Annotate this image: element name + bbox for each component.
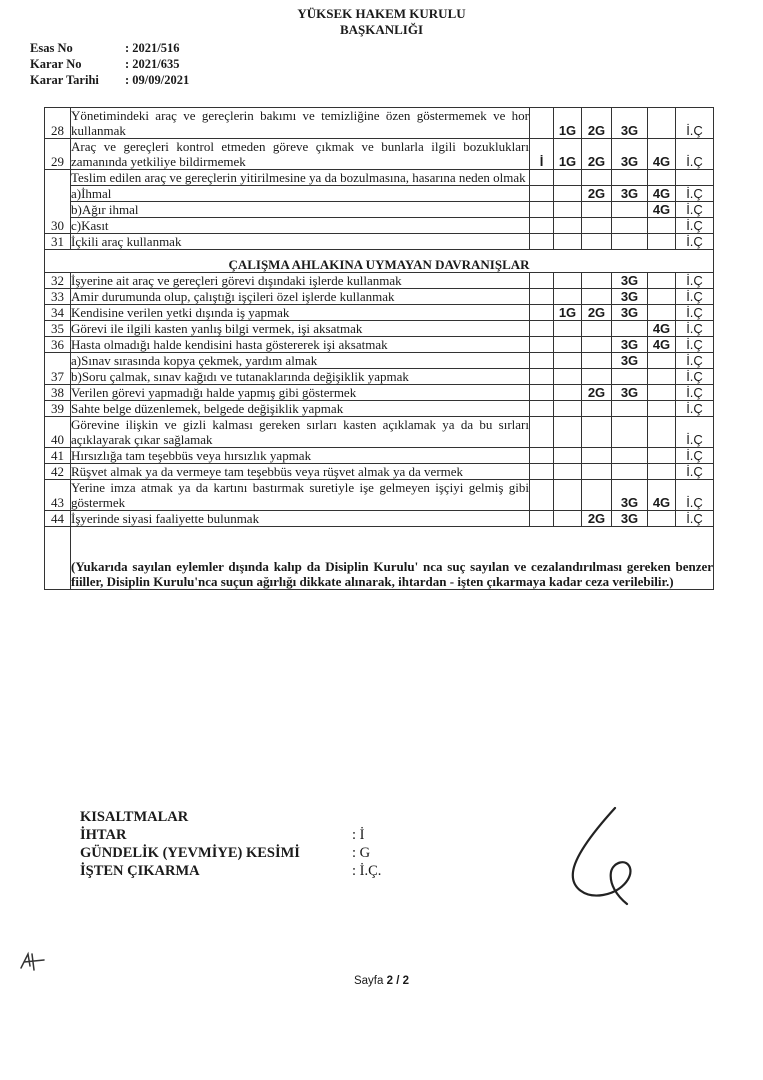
- table-row: [45, 170, 714, 186]
- dismissal-cell: İ.Ç: [676, 186, 714, 202]
- item-number: 44: [45, 511, 71, 527]
- penalty-cell: 3G: [612, 273, 648, 289]
- item-description: b)Soru çalmak, sınav kağıdı ve tutanaklarında değişiklik yapmak: [71, 369, 530, 385]
- dismissal-cell: İ.Ç: [676, 385, 714, 401]
- table-row: [45, 321, 714, 337]
- penalty-cell: [582, 448, 612, 464]
- penalty-cell: 4G: [648, 186, 676, 202]
- penalty-cell: [648, 170, 676, 186]
- penalty-cell: [530, 511, 554, 527]
- penalty-cell: [530, 321, 554, 337]
- penalty-cell: [530, 337, 554, 353]
- penalty-cell: [554, 369, 582, 385]
- item-description: Sahte belge düzenlemek, belgede değişiklik yapmak: [71, 401, 530, 417]
- penalty-cell: [530, 385, 554, 401]
- dismissal-cell: İ.Ç: [676, 448, 714, 464]
- dismissal-cell: İ.Ç: [676, 108, 714, 139]
- closing-note: (Yukarıda sayılan eylemler dışında kalıp da Disiplin Kurulu' nca suç sayılan ve cezalandırılması gereken benzer fiiller, Disiplin Kurulu'nca suçun ağırlığı dikkate alınarak, ihtardan - işten çıkarmaya kadar ceza verilebilir.): [71, 527, 714, 590]
- page-number: 2 / 2: [386, 975, 409, 987]
- penalty-cell: 2G: [582, 139, 612, 170]
- table-row: [45, 289, 714, 305]
- penalty-cell: [582, 289, 612, 305]
- penalty-cell: [582, 321, 612, 337]
- item-number: 41: [45, 448, 71, 464]
- dismissal-cell: İ.Ç: [676, 321, 714, 337]
- penalty-cell: [554, 321, 582, 337]
- case-meta: [30, 40, 189, 88]
- penalty-cell: 1G: [554, 305, 582, 321]
- table-row: [45, 417, 714, 448]
- penalty-cell: [554, 448, 582, 464]
- penalty-cell: 2G: [582, 186, 612, 202]
- penalty-cell: 4G: [648, 480, 676, 511]
- table-row: [45, 186, 714, 202]
- penalty-cell: 2G: [582, 511, 612, 527]
- dismissal-cell: İ.Ç: [676, 305, 714, 321]
- dismissal-cell: İ.Ç: [676, 353, 714, 369]
- penalty-cell: [648, 218, 676, 234]
- penalty-cell: [648, 273, 676, 289]
- page-label: Sayfa: [353, 975, 384, 987]
- penalty-cell: [530, 448, 554, 464]
- karar-value: : 2021/635: [125, 57, 180, 71]
- table-row: [45, 464, 714, 480]
- penalty-cell: [612, 170, 648, 186]
- penalty-cell: [582, 170, 612, 186]
- penalty-cell: [530, 234, 554, 250]
- penalty-cell: 3G: [612, 108, 648, 139]
- tarih-label: Karar Tarihi: [30, 73, 99, 87]
- penalty-cell: [582, 202, 612, 218]
- item-number: 33: [45, 289, 71, 305]
- penalty-cell: [648, 401, 676, 417]
- penalty-cell: 3G: [612, 337, 648, 353]
- item-description: b)Ağır ihmal: [71, 202, 530, 218]
- penalty-cell: [648, 108, 676, 139]
- penalty-cell: [530, 289, 554, 305]
- penalty-cell: [530, 464, 554, 480]
- dismissal-cell: İ.Ç: [676, 337, 714, 353]
- penalty-cell: [554, 234, 582, 250]
- note-spacer: [45, 527, 71, 590]
- item-description: Hasta olmadığı halde kendisini hasta göstererek işi aksatmak: [71, 337, 530, 353]
- penalty-cell: İ: [530, 139, 554, 170]
- dismissal-cell: İ.Ç: [676, 417, 714, 448]
- penalty-cell: [530, 273, 554, 289]
- penalty-cell: 4G: [648, 321, 676, 337]
- abbreviations-title: KISALTMALAR: [80, 809, 189, 825]
- penalty-cell: [582, 337, 612, 353]
- tarih-value: : 09/09/2021: [125, 73, 190, 87]
- table-row: [45, 480, 714, 511]
- item-description: a)Sınav sırasında kopya çekmek, yardım almak: [71, 353, 530, 369]
- penalty-cell: 3G: [612, 289, 648, 305]
- penalty-cell: [648, 234, 676, 250]
- penalty-cell: [648, 385, 676, 401]
- penalty-cell: 3G: [612, 353, 648, 369]
- penalty-cell: [530, 353, 554, 369]
- item-description: Rüşvet almak ya da vermeye tam teşebbüs veya rüşvet almak ya da vermek: [71, 464, 530, 480]
- penalty-cell: [554, 273, 582, 289]
- table-row: [45, 108, 714, 139]
- item-number: 38: [45, 385, 71, 401]
- dismissal-cell: İ.Ç: [676, 234, 714, 250]
- abbr-value: : G: [352, 845, 371, 861]
- penalty-cell: 4G: [648, 337, 676, 353]
- initials-mark: [18, 950, 48, 974]
- penalty-cell: 4G: [648, 139, 676, 170]
- item-description: İşyerine ait araç ve gereçleri görevi dışındaki işlerde kullanmak: [71, 273, 530, 289]
- penalty-cell: 2G: [582, 108, 612, 139]
- item-description: c)Kasıt: [71, 218, 530, 234]
- dismissal-cell: İ.Ç: [676, 273, 714, 289]
- table-row: [45, 369, 714, 385]
- table-row: [45, 234, 714, 250]
- penalty-cell: [582, 464, 612, 480]
- header-line-1: YÜKSEK HAKEM KURULU: [297, 6, 466, 21]
- penalty-cell: [554, 353, 582, 369]
- page-footer: [0, 975, 763, 987]
- penalty-cell: [648, 417, 676, 448]
- penalty-cell: [582, 353, 612, 369]
- table-row: [45, 139, 714, 170]
- penalty-cell: [612, 218, 648, 234]
- penalty-cell: [554, 337, 582, 353]
- penalty-cell: 3G: [612, 511, 648, 527]
- penalty-cell: [530, 401, 554, 417]
- penalty-cell: [582, 218, 612, 234]
- penalty-cell: 2G: [582, 385, 612, 401]
- item-number: 43: [45, 480, 71, 511]
- item-description: Hırsızlığa tam teşebbüs veya hırsızlık yapmak: [71, 448, 530, 464]
- abbr-value: : İ.Ç.: [352, 863, 382, 879]
- abbreviations: [80, 808, 381, 880]
- dismissal-cell: İ.Ç: [676, 218, 714, 234]
- table-row: [45, 353, 714, 369]
- penalty-cell: [648, 448, 676, 464]
- item-number: 37: [45, 353, 71, 385]
- penalty-cell: [554, 202, 582, 218]
- penalty-cell: [530, 305, 554, 321]
- item-number: 32: [45, 273, 71, 289]
- penalty-cell: [554, 186, 582, 202]
- penalty-cell: [530, 480, 554, 511]
- penalty-cell: [554, 170, 582, 186]
- penalty-cell: [582, 401, 612, 417]
- penalty-table: [44, 107, 714, 590]
- penalty-cell: [554, 480, 582, 511]
- penalty-cell: [648, 464, 676, 480]
- penalty-cell: [530, 417, 554, 448]
- item-number: 31: [45, 234, 71, 250]
- table-row: [45, 273, 714, 289]
- dismissal-cell: İ.Ç: [676, 369, 714, 385]
- penalty-cell: [612, 202, 648, 218]
- penalty-cell: [648, 369, 676, 385]
- penalty-cell: 3G: [612, 139, 648, 170]
- penalty-cell: [612, 401, 648, 417]
- item-description: Kendisine verilen yetki dışında iş yapmak: [71, 305, 530, 321]
- penalty-cell: [582, 480, 612, 511]
- item-description: a)İhmal: [71, 186, 530, 202]
- penalty-cell: [530, 218, 554, 234]
- item-number: 28: [45, 108, 71, 139]
- penalty-cell: [554, 385, 582, 401]
- abbr-key: GÜNDELİK (YEVMİYE) KESİMİ: [80, 845, 300, 861]
- dismissal-cell: İ.Ç: [676, 511, 714, 527]
- penalty-cell: 3G: [612, 385, 648, 401]
- penalty-cell: 3G: [612, 305, 648, 321]
- table-row: [45, 448, 714, 464]
- item-description: Verilen görevi yapmadığı halde yapmış gibi göstermek: [71, 385, 530, 401]
- table-row: [45, 202, 714, 218]
- penalty-cell: [530, 170, 554, 186]
- penalty-cell: [612, 369, 648, 385]
- penalty-cell: [612, 464, 648, 480]
- item-description: Görevi ile ilgili kasten yanlış bilgi vermek, işi aksatmak: [71, 321, 530, 337]
- penalty-cell: [582, 417, 612, 448]
- item-description: İçkili araç kullanmak: [71, 234, 530, 250]
- abbr-key: İŞTEN ÇIKARMA: [80, 863, 200, 879]
- abbr-value: : İ: [352, 827, 365, 843]
- table-row: [45, 401, 714, 417]
- esas-label: Esas No: [30, 41, 73, 55]
- item-description: Yerine imza atmak ya da kartını bastırmak suretiyle işe gelmeyen işçiyi gelmiş gibi göstermek: [71, 480, 529, 510]
- table-row: [45, 305, 714, 321]
- dismissal-cell: İ.Ç: [676, 289, 714, 305]
- dismissal-cell: İ.Ç: [676, 202, 714, 218]
- penalty-cell: [530, 108, 554, 139]
- penalty-cell: [554, 218, 582, 234]
- penalty-cell: [530, 202, 554, 218]
- item-description: Araç ve gereçleri kontrol etmeden göreve çıkmak ve bunlarla ilgili bozuklukları zamanında yetkiliye bildirmemek: [71, 139, 529, 169]
- item-number: 42: [45, 464, 71, 480]
- dismissal-cell: [676, 170, 714, 186]
- item-description: Yönetimindeki araç ve gereçlerin bakımı ve temizliğine özen göstermemek ve hor kullanmak: [71, 108, 529, 138]
- penalty-cell: [530, 186, 554, 202]
- item-number: 30: [45, 170, 71, 234]
- penalty-cell: [582, 273, 612, 289]
- item-description: Amir durumunda olup, çalıştığı işçileri özel işlerde kullanmak: [71, 289, 530, 305]
- penalty-cell: 1G: [554, 139, 582, 170]
- section-heading: ÇALIŞMA AHLAKINA UYMAYAN DAVRANIŞLAR: [45, 250, 714, 273]
- penalty-cell: [530, 369, 554, 385]
- item-number: 29: [45, 139, 71, 170]
- dismissal-cell: İ.Ç: [676, 464, 714, 480]
- penalty-cell: [612, 321, 648, 337]
- penalty-cell: 3G: [612, 186, 648, 202]
- item-number: 34: [45, 305, 71, 321]
- table-row: [45, 511, 714, 527]
- item-number: 39: [45, 401, 71, 417]
- penalty-cell: [554, 417, 582, 448]
- penalty-cell: [554, 401, 582, 417]
- section-row: [45, 250, 714, 273]
- karar-label: Karar No: [30, 57, 82, 71]
- item-number: 35: [45, 321, 71, 337]
- penalty-cell: [648, 305, 676, 321]
- penalty-cell: [554, 289, 582, 305]
- table-row: [45, 385, 714, 401]
- penalty-cell: [582, 369, 612, 385]
- penalty-cell: 3G: [612, 480, 648, 511]
- item-description: Görevine ilişkin ve gizli kalması gereken sırları kasten açıklamak ya da bu sırları açıklayarak çıkar sağlamak: [71, 417, 529, 447]
- penalty-cell: [648, 511, 676, 527]
- item-description: Teslim edilen araç ve gereçlerin yitirilmesine ya da bozulmasına, hasarına neden olmak: [71, 170, 530, 186]
- item-description: İşyerinde siyasi faaliyette bulunmak: [71, 511, 530, 527]
- penalty-cell: [554, 464, 582, 480]
- penalty-cell: [648, 353, 676, 369]
- penalty-cell: 2G: [582, 305, 612, 321]
- dismissal-cell: İ.Ç: [676, 401, 714, 417]
- esas-value: : 2021/516: [125, 41, 180, 55]
- penalty-cell: 1G: [554, 108, 582, 139]
- penalty-cell: [612, 448, 648, 464]
- penalty-cell: 4G: [648, 202, 676, 218]
- item-number: 40: [45, 417, 71, 448]
- table-row: [45, 218, 714, 234]
- penalty-cell: [648, 289, 676, 305]
- dismissal-cell: İ.Ç: [676, 480, 714, 511]
- signature: [555, 800, 665, 910]
- document-header: [0, 6, 763, 38]
- item-number: 36: [45, 337, 71, 353]
- dismissal-cell: İ.Ç: [676, 139, 714, 170]
- penalty-cell: [612, 234, 648, 250]
- header-line-2: BAŞKANLIĞI: [339, 22, 424, 37]
- abbr-key: İHTAR: [80, 827, 127, 843]
- penalty-cell: [554, 511, 582, 527]
- note-row: [45, 527, 714, 590]
- table-row: [45, 337, 714, 353]
- penalty-cell: [612, 417, 648, 448]
- penalty-cell: [582, 234, 612, 250]
